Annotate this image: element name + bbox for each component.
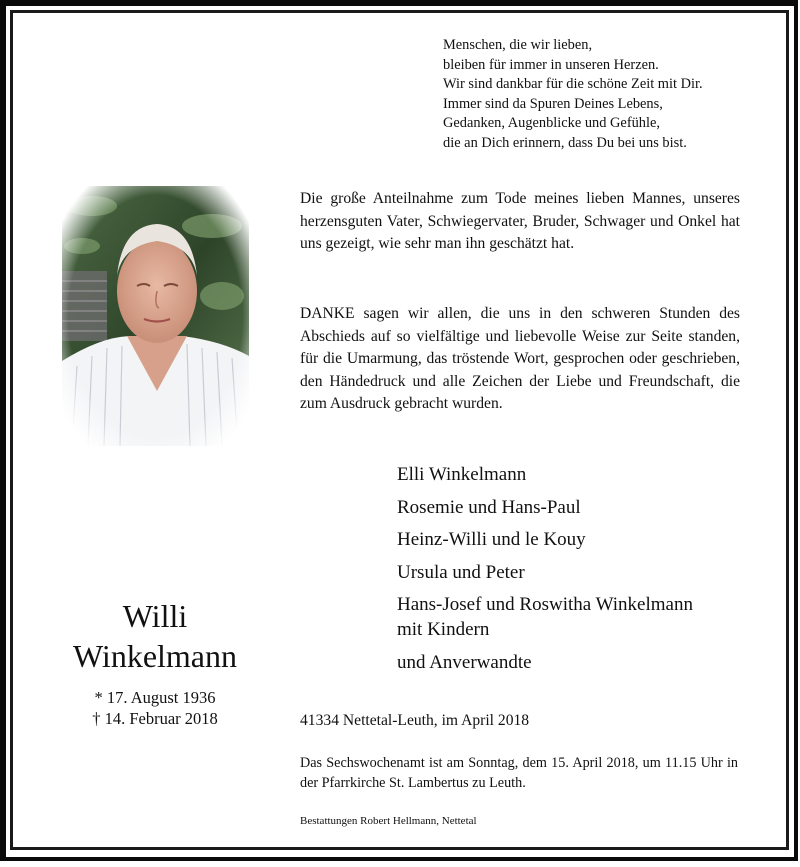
mourners-list	[397, 462, 693, 675]
deceased-first-name: Willi	[122, 598, 188, 634]
poem-line: Immer sind da Spuren Deines Lebens,	[443, 95, 663, 112]
deceased-last-name: Winkelmann	[73, 638, 237, 674]
mourner: Elli Winkelmann	[397, 464, 527, 485]
thanks-paragraph: DANKE sagen wir allen, die uns in den schweren Stunden des Abschieds auf so vielfältige und liebevolle Weise zur Seite standen, für die Umarmung, das tröstende Wort, gesprochen oder geschrieben, den Händedruck und alle Zeichen der Liebe und Freundschaft, die zum Ausdruck gebracht wurden.	[300, 305, 740, 412]
poem-line: Gedanken, Augenblicke und Gefühle,	[443, 115, 660, 131]
poem-line: die an Dich erinnern, dass Du bei uns bist.	[443, 134, 687, 151]
death-date: † 14. Februar 2018	[92, 709, 218, 728]
poem-line: Wir sind dankbar für die schöne Zeit mit Dir.	[443, 76, 703, 92]
portrait-photo	[62, 186, 249, 446]
poem-line: Menschen, die wir lieben,	[443, 37, 593, 53]
birth-date: * 17. August 1936	[94, 688, 216, 707]
mourner: Hans-Josef und Roswitha Winkelmann	[397, 594, 693, 615]
sympathy-paragraph: Die große Anteilnahme zum Tode meines lieben Mannes, unseres herzensguten Vater, Schwiegervater, Bruder, Schwager und Onkel hat uns gezeigt, wie sehr man ihn geschätzt hat.	[300, 190, 740, 252]
mourner: Heinz-Willi und le Kouy	[397, 529, 586, 550]
mourner: Rosemie und Hans-Paul	[397, 496, 581, 518]
service-notice: Das Sechswochenamt ist am Sonntag, dem 15. April 2018, um 11.15 Uhr in der Pfarrkirche St. Lambertus zu Leuth.	[300, 755, 738, 791]
poem-line: bleiben für immer in unseren Herzen.	[443, 56, 659, 73]
mourner: und Anverwandte	[397, 651, 532, 673]
undertaker: Bestattungen Robert Hellmann, Nettetal	[300, 815, 477, 827]
mourner: mit Kindern	[397, 619, 490, 640]
place-date: 41334 Nettetal-Leuth, im April 2018	[300, 712, 530, 729]
mourner: Ursula und Peter	[397, 561, 525, 583]
life-dates	[40, 687, 270, 729]
poem	[443, 36, 703, 153]
